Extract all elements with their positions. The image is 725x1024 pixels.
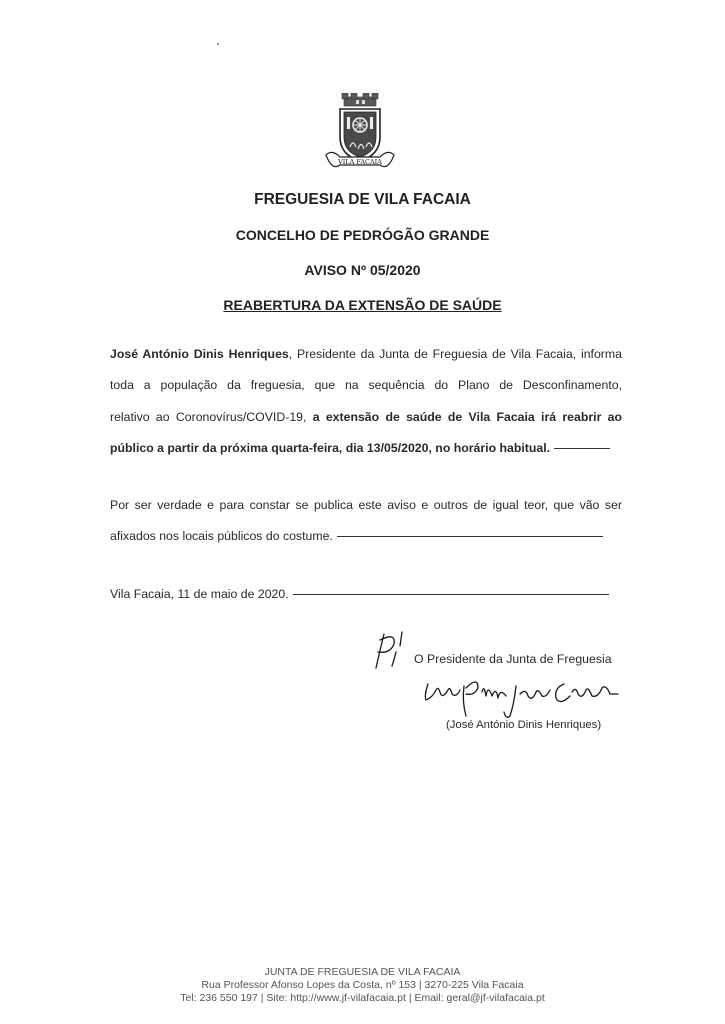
scan-speck [217,43,219,45]
fill-line [293,594,609,595]
paragraph-1-line-1: José António Dinis Henriques, Presidente da Junta de Freguesia de Vila Facaia, informa [110,347,622,361]
paragraph-2-line-1: Por ser verdade e para constar se publica este aviso e outros de igual teor, que vão ser [110,498,622,512]
date-line: Vila Facaia, 11 de maio de 2020. [110,587,622,601]
signatory-name: (José António Dinis Henriques) [446,719,602,731]
paragraph-2-line-2: afixados nos locais públicos do costume. [110,529,622,543]
fill-line [337,536,603,537]
fill-line [554,448,610,449]
paragraph-1-line-3: relativo ao Coronovírus/COVID-19, a extensão de saúde de Vila Facaia irá reabrir ao [110,410,622,424]
paragraph-1-line-2: toda a população da freguesia, que na sequência do Plano de Desconfinamento, [110,378,622,392]
notice-subject: REABERTURA DA EXTENSÃO DE SAÚDE [223,297,502,313]
footer-contacts: Tel: 236 550 197 | Site: http://www.jf-vilafacaia.pt | Email: geral@jf-vilafacaia.pt [180,992,545,1004]
president-name: José António Dinis Henriques [110,347,289,361]
footer-org: JUNTA DE FREGUESIA DE VILA FACAIA [264,966,461,978]
notice-number: AVISO Nº 05/2020 [304,262,421,278]
footer-address: Rua Professor Afonso Lopes da Costa, nº 153 | 3270-225 Vila Facaia [201,979,524,991]
signatory-title: O Presidente da Junta de Freguesia [414,652,612,666]
document-subtitle: CONCELHO DE PEDRÓGÃO GRANDE [235,227,490,243]
document-title: FREGUESIA DE VILA FACAIA [254,191,471,208]
svg-text:VILA FACAIA: VILA FACAIA [338,158,382,166]
handwritten-signature [366,626,636,726]
paragraph-1-line-4: público a partir da próxima quarta-feira, dia 13/05/2020, no horário habitual. [110,441,622,455]
coat-of-arms-icon [320,93,400,175]
